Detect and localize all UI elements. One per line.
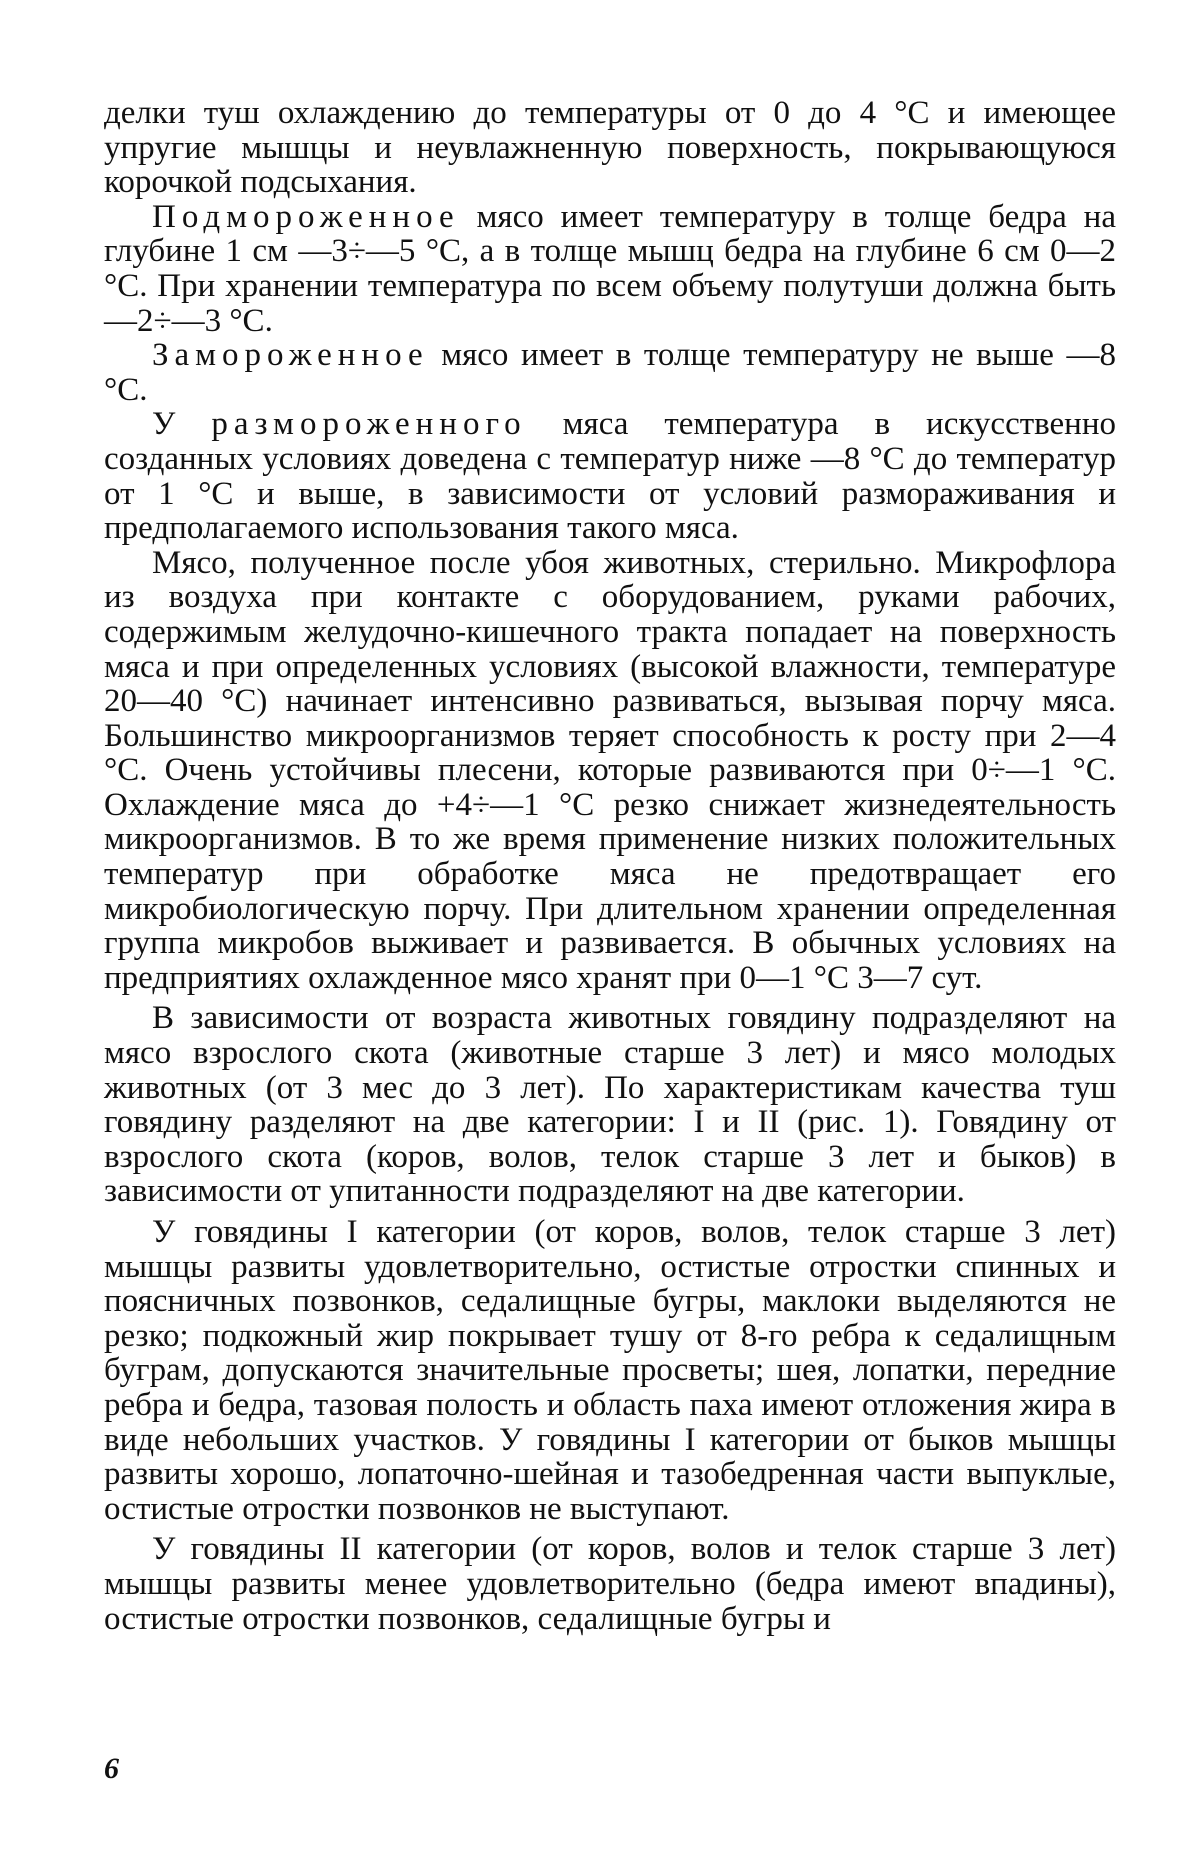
term-razmorozhennogo: размороженного: [211, 406, 527, 443]
paragraph-text: мясо имеет в толще температуру не выше —8 °С.: [104, 337, 1116, 408]
paragraph-microflora: Мясо, полученное после убоя животных, стерильно. Микрофлора из воздуха при контакте с оборудованием, руками рабочих, содержимым желудочно-кишечного тракта попадает на поверхность мяса и при определенных условиях (высокой влажности, температуре 20—40 °С) начинает интенсивно развиваться, вызывая порчу мяса. Большинство микроорганизмов теряет способность к росту при 2—4 °С. Очень устойчивы плесени, которые развиваются при 0÷—1 °С. Охлаждение мяса до +4÷—1 °С резко снижает жизнедеятельность микроорганизмов. В то же время применение низких положительных температур при обработке мяса не предотвращает его микробиологическую порчу. При длительном хранении определенная группа микробов выживает и развивается. В обычных условиях на предприятиях охлажденное мясо хранят при 0—1 °С 3—7 сут.: [104, 544, 1116, 996]
paragraph-text: мяса температура в искусственно созданных условиях доведена с температур ниже —8 °С до температур от 1 °С и выше, в зависимости от условий размораживания и предполагаемого использования такого мяса.: [104, 406, 1117, 547]
paragraph-continuation: делки туш охлаждению до температуры от 0 до 4 °С и имеющее упругие мышцы и неувлажненную поверхность, покрывающуюся корочкой подсыхания.: [104, 95, 1116, 201]
paragraph-frozen-light: [104, 200, 1116, 338]
paragraph-category-one: У говядины I категории (от коров, волов, телок старше 3 лет) мышцы развиты удовлетворительно, остистые отростки спинных и поясничных позвонков, седалищные бугры, маклоки выделяются не резко; подкожный жир покрывает тушу от 8-го ребра к седалищным буграм, допускаются значительные просветы; шея, лопатки, передние ребра и бедра, тазовая полость и область паха имеют отложения жира в виде небольших участков. У говядины I категории от быков мышцы развиты хорошо, лопаточно-шейная и тазобедренная части выпуклые, остистые отростки позвонков не выступают.: [104, 1214, 1116, 1527]
paragraph-category-two: У говядины II категории (от коров, волов и телок старше 3 лет) мышцы развиты менее удовлетворительно (бедра имеют впадины), остистые отростки позвонков, седалищные бугры и: [104, 1531, 1116, 1637]
term-podmorozhennoe: Подмороженное: [152, 198, 460, 235]
paragraph-text: мясо имеет температуру в толще бедра на глубине 1 см —3÷—5 °С, а в толще мышц бедра на глубине 6 см 0—2 °С. При хранении температура по всем объему полутуши должна быть —2÷—3 °С.: [104, 198, 1116, 339]
paragraph-prefix: У: [152, 406, 212, 443]
paragraph-beef-categories: В зависимости от возраста животных говядину подразделяют на мясо взрослого скота (животные старше 3 лет) и мясо молодых животных (от 3 мес до 3 лет). По характеристикам качества туш говядину разделяют на две категории: I и II (рис. 1). Говядину от взрослого скота (коров, волов, телок старше 3 лет и быков) в зависимости от упитанности подразделяют на две категории.: [104, 1000, 1116, 1210]
paragraph-frozen: [104, 338, 1116, 407]
term-zamorozhennoe: Замороженное: [152, 337, 429, 374]
page-body: [104, 96, 1116, 1636]
page-number: 6: [104, 1752, 119, 1785]
paragraph-defrosted: [104, 407, 1116, 545]
